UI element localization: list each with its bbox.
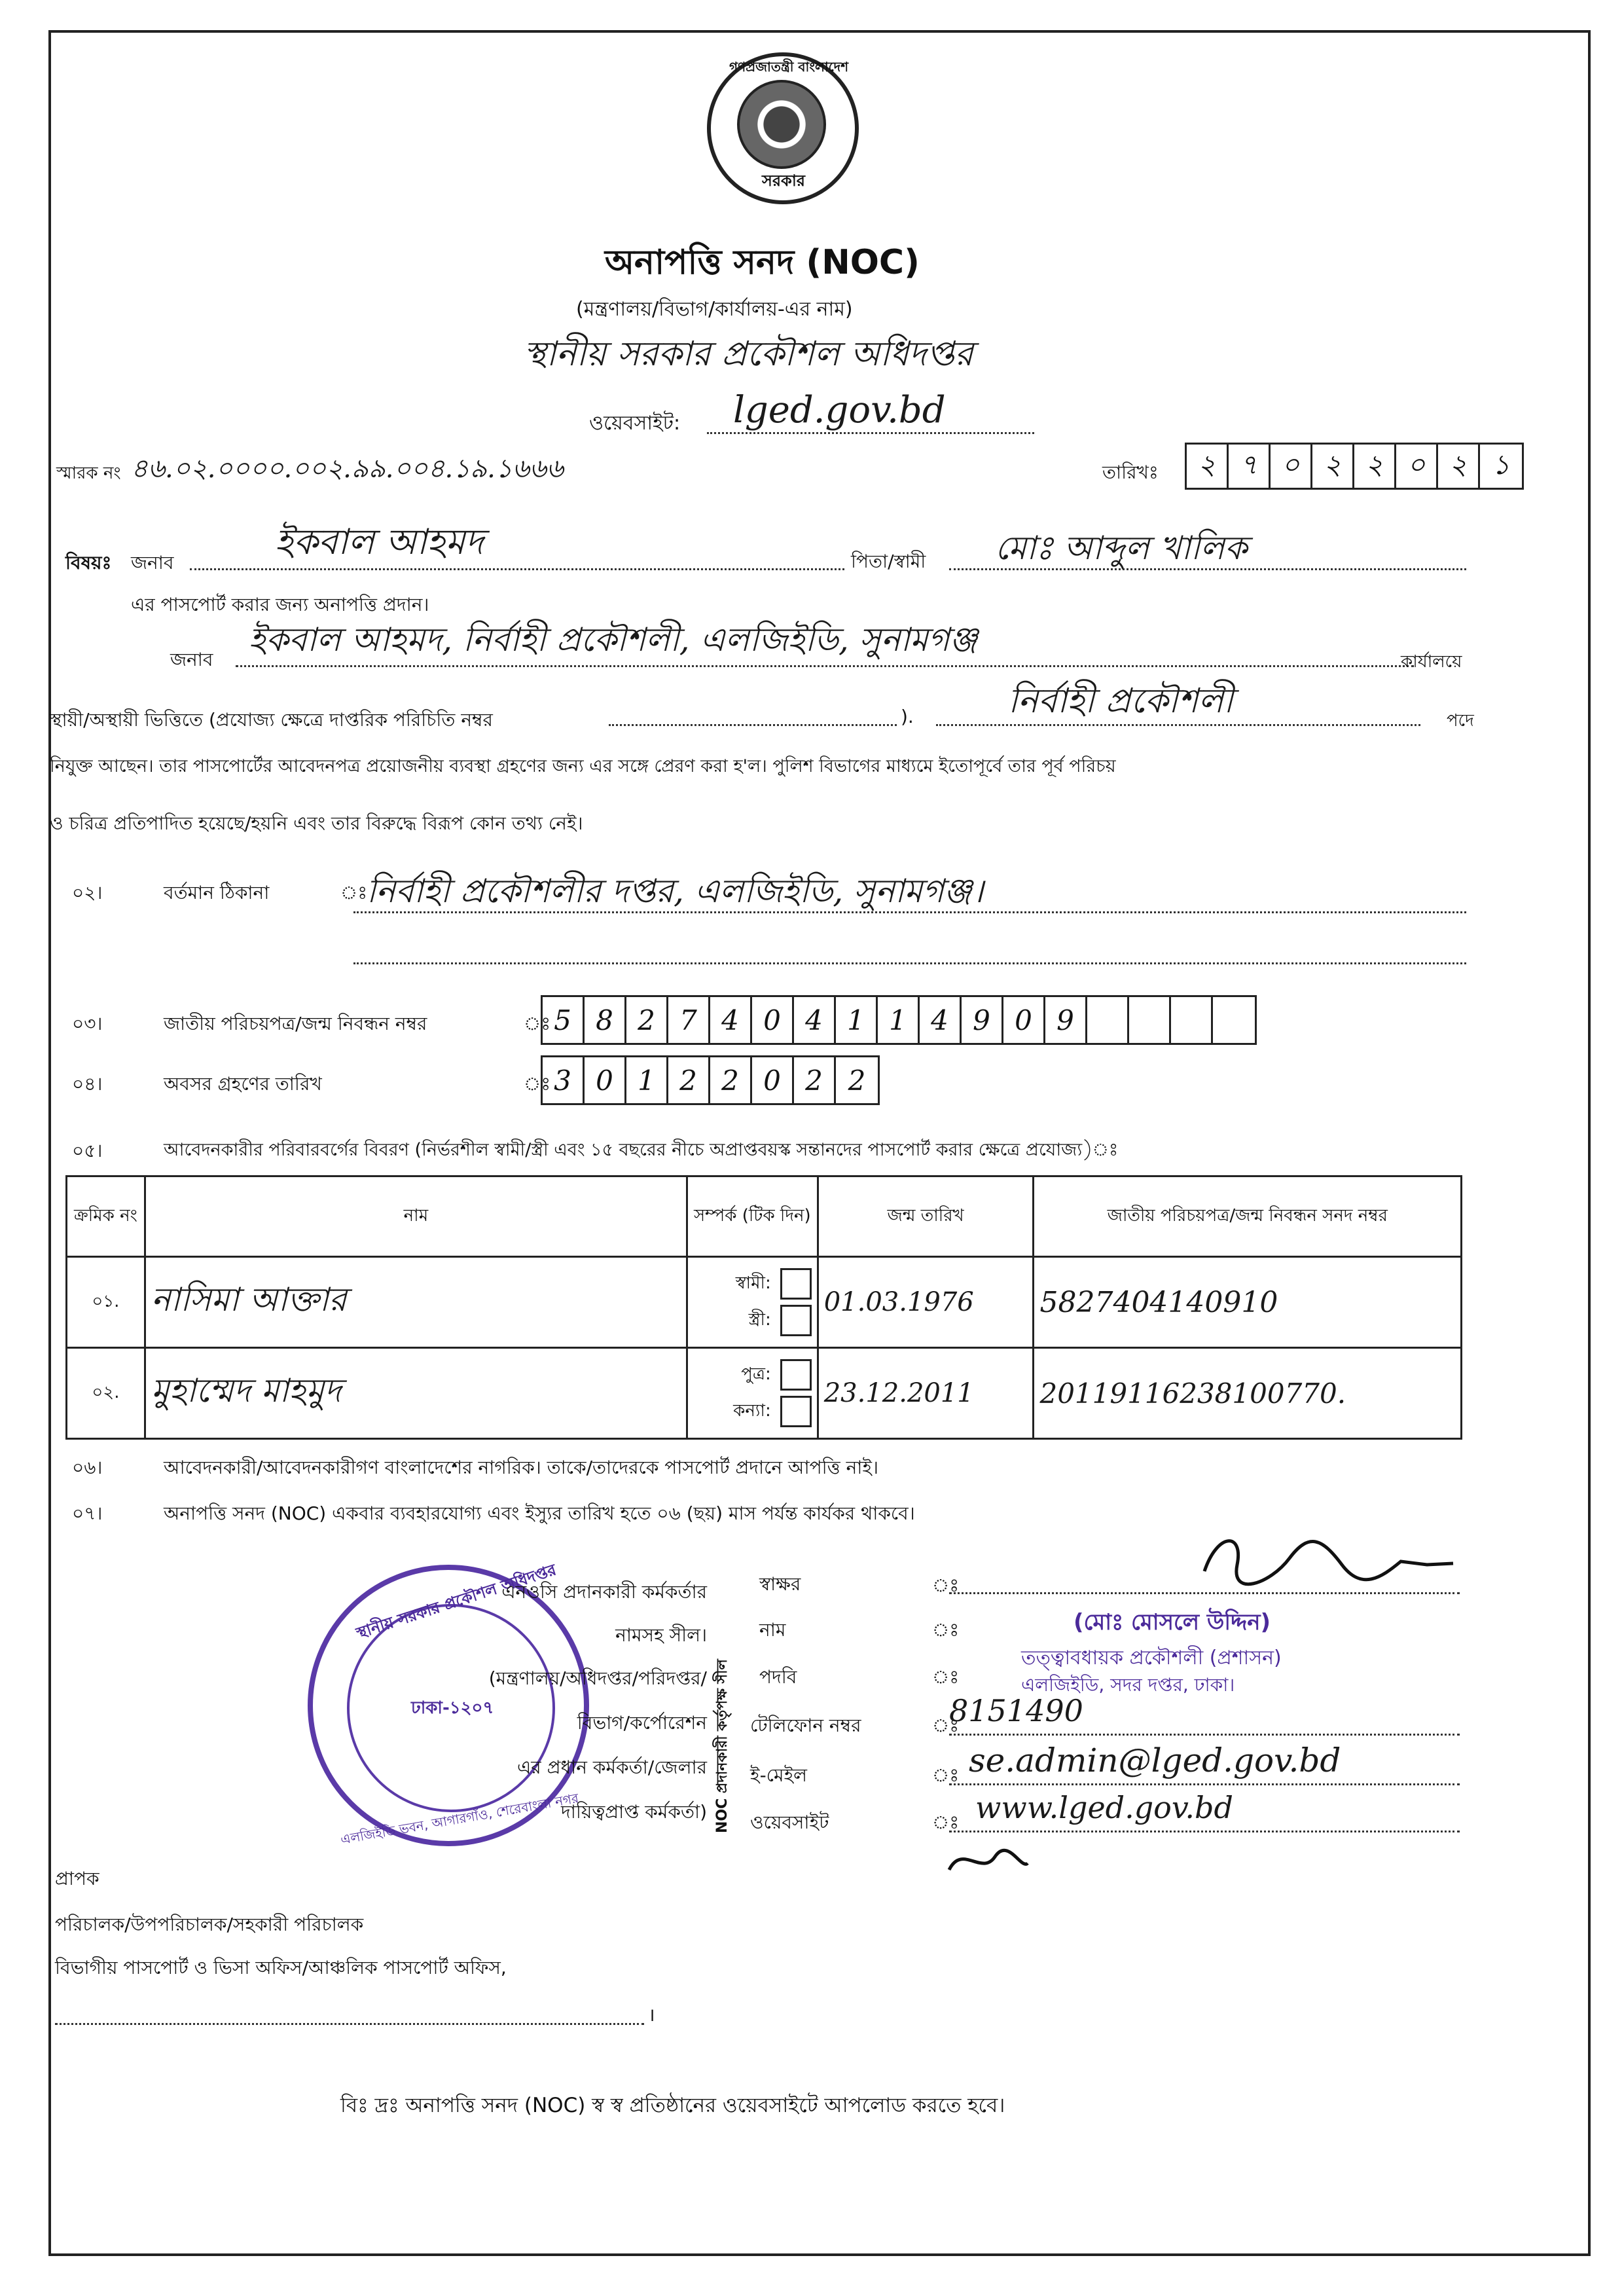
row-serial: ০১. xyxy=(67,1257,145,1348)
header-relation: সম্পর্ক (টিক দিন) xyxy=(687,1176,818,1257)
subject-line2: এর পাসপোর্ট করার জন্য অনাপত্তি প্রদান। xyxy=(131,594,429,615)
field-designation-label: পদবি xyxy=(759,1666,797,1688)
relation-label-husband: স্বামী: xyxy=(735,1273,771,1293)
issuer-line-6: দায়িত্বপ্রাপ্ত কর্মকর্তা) xyxy=(561,1801,707,1823)
row-name: নাসিমা আক্তার xyxy=(145,1257,687,1348)
office-suffix: কার্যালয়ে xyxy=(1401,652,1462,672)
applicant-name: ইকবাল আহমদ xyxy=(275,521,484,562)
officer-signature xyxy=(1191,1525,1466,1597)
item-02-number: ০২। xyxy=(72,882,103,903)
item-04-colon: ঃ xyxy=(524,1073,551,1095)
issuer-line-4: বিভাগ/কর্পোরেশন xyxy=(577,1712,707,1734)
emblem-top-text: গণপ্রজাতন্ত্রী বাংলাদেশ xyxy=(729,59,849,75)
memo-date-boxes: ২ ৭ ০ ২ ২ ০ ২ ১ xyxy=(1185,443,1524,490)
father-label: পিতা/স্বামী xyxy=(851,551,926,572)
item-02-colon: ঃ xyxy=(340,882,368,903)
item-05-number: ০৫। xyxy=(72,1140,103,1161)
officer-office-stamp: এলজিইডি, সদর দপ্তর, ঢাকা। xyxy=(1021,1674,1235,1696)
body-paragraph-2: ও চরিত্র প্রতিপাদিত হয়েছে/হয়নি এবং তার বিরুদ্ধে বিরূপ কোন তথ্য নেই। xyxy=(50,812,583,834)
item-04-label: অবসর গ্রহণের তারিখ xyxy=(164,1073,322,1095)
recipient-label: প্রাপক xyxy=(55,1868,99,1889)
table-row xyxy=(67,1348,1462,1439)
website-handwritten: www.lged.gov.bd xyxy=(975,1790,1233,1825)
row-id: 20119116238100770. xyxy=(1034,1348,1462,1439)
header-dob: জন্ম তারিখ xyxy=(818,1176,1034,1257)
row-dob: 01.03.1976 xyxy=(818,1257,1034,1348)
relation-checkbox-wife[interactable] xyxy=(780,1305,812,1336)
page-title: অনাপত্তি সনদ (NOC) xyxy=(605,243,920,282)
subject-janab: জনাব xyxy=(131,552,174,574)
header-name: নাম xyxy=(145,1176,687,1257)
issuer-line-1: এনওসি প্রদানকারী কর্মকর্তার xyxy=(501,1581,707,1603)
colon-phone: ঃ xyxy=(932,1715,960,1736)
relation-label-daughter: কন্যা: xyxy=(733,1401,771,1421)
item-05-label: আবেদনকারীর পরিবারবর্গের বিবরণ (নির্ভরশীল স্বামী/স্ত্রী এবং ১৫ বছরের নীচে অপ্রাপ্তবয়স্ক সন্তানদের পাসপোর্ট করার ক্ষেত্রে প্রযোজ্য)ঃ xyxy=(164,1140,1119,1160)
note-07-text: অনাপত্তি সনদ (NOC) একবার ব্যবহারযোগ্য এবং ইস্যুর তারিখ হতে ০৬ (ছয়) মাস পর্যন্ত কার্যকর থাকবে। xyxy=(164,1503,915,1524)
colon-name: ঃ xyxy=(932,1619,960,1641)
initials-signature xyxy=(943,1837,1034,1883)
present-address: নির্বাহী প্রকৌশলীর দপ্তর, এলজিইডি, সুনামগঞ্জ। xyxy=(367,872,984,910)
header-serial: ক্রমিক নং xyxy=(67,1176,145,1257)
issuer-line-3: (মন্ত্রণালয়/অধিদপ্তর/পরিদপ্তর/ xyxy=(488,1667,707,1689)
note-06-text: আবেদনকারী/আবেদনকারীগণ বাংলাদেশের নাগরিক। তাকে/তাদেরকে পাসপোর্ট প্রদানে আপত্তি নাই। xyxy=(164,1457,879,1478)
government-emblem xyxy=(707,52,859,204)
relation-checkbox-son[interactable] xyxy=(780,1359,812,1391)
memo-number: ৪৬.০২.০০০০.০০২.৯৯.০০৪.১৯.১৬৬৬ xyxy=(131,454,564,484)
relation-label-wife: স্ত্রী: xyxy=(748,1310,771,1330)
seal-inner: ঢাকা-১২০৭ xyxy=(411,1698,494,1718)
email-value: se.admin@lged.gov.bd xyxy=(969,1741,1341,1779)
item-03-number: ০৩। xyxy=(72,1013,103,1034)
post-suffix: পদে xyxy=(1447,711,1474,731)
date-label: তারিখঃ xyxy=(1102,462,1159,483)
field-website-label: ওয়েবসাইট xyxy=(750,1812,829,1833)
item-03-label: জাতীয় পরিচয়পত্র/জন্ম নিবন্ধন নম্বর xyxy=(164,1013,427,1034)
recipient-line-3-end: । xyxy=(648,2004,655,2026)
row-serial: ০২. xyxy=(67,1348,145,1439)
post-name: নির্বাহী প্রকৌশলী xyxy=(1008,682,1234,721)
item-04-number: ০৪। xyxy=(72,1073,103,1095)
officer-name-stamp: (মোঃ মোসলে উদ্দিন) xyxy=(1074,1609,1271,1635)
subject-label: বিষয়ঃ xyxy=(65,552,112,574)
website-value: lged.gov.bd xyxy=(733,389,946,431)
relation-cell xyxy=(687,1257,818,1348)
memo-label: স্মারক নং xyxy=(56,464,121,483)
field-email-label: ই-মেইল xyxy=(750,1764,808,1786)
relation-cell xyxy=(687,1348,818,1439)
noc-vertical-stamp: NOC প্রদানকারী কর্তৃপক্ষ সীল xyxy=(714,1659,731,1833)
seal-text: স্থানীয় সরকার প্রকৌশল অধিদপ্তর xyxy=(353,1560,559,1643)
issuer-line-5: এর প্রধান কর্মকর্তা/জেলার xyxy=(516,1757,707,1778)
permanent-temporary-text: স্থায়ী/অস্থায়ী ভিত্তিতে (প্রযোজ্য ক্ষেত্রে দাপ্তরিক পরিচিতি নম্বর xyxy=(50,709,493,731)
colon-website: ঃ xyxy=(932,1812,960,1833)
emblem-bottom-text: সরকার xyxy=(762,172,806,190)
permanent-close: ). xyxy=(901,706,914,727)
item-03-colon: ঃ xyxy=(524,1013,551,1034)
colon-email: ঃ xyxy=(932,1764,960,1786)
note-07-number: ০৭। xyxy=(72,1503,103,1524)
issuer-line-2: নামসহ সীল। xyxy=(615,1624,707,1646)
relation-label-son: পুত্র: xyxy=(741,1364,771,1384)
note-06-number: ০৬। xyxy=(72,1457,103,1478)
table-row xyxy=(67,1257,1462,1348)
colon-designation: ঃ xyxy=(932,1666,960,1688)
row-id: 5827404140910 xyxy=(1034,1257,1462,1348)
field-phone-label: টেলিফোন নম্বর xyxy=(750,1715,861,1736)
body-paragraph-1: নিযুক্ত আছেন। তার পাসপোর্টের আবেদনপত্র প্রয়োজনীয় ব্যবস্থা গ্রহণের জন্য এর সঙ্গে প্রেরণ করা হ'ল। পুলিশ বিভাগের মাধ্যমে ইতোপূর্বে তার পূর্ব পরিচয় xyxy=(50,756,1116,776)
ministry-name: স্থানীয় সরকার প্রকৌশল অধিদপ্তর xyxy=(524,335,973,374)
family-table xyxy=(65,1175,1462,1440)
family-table-header xyxy=(67,1176,1462,1257)
relation-checkbox-husband[interactable] xyxy=(780,1268,812,1300)
item-02-label: বর্তমান ঠিকানা xyxy=(164,882,270,903)
seal-bottom: এলজিইডি ভবন, আগারগাঁও, শেরেবাংলা নগর xyxy=(339,1790,580,1848)
ministry-caption: (মন্ত্রণালয়/বিভাগ/কার্যালয়-এর নাম) xyxy=(576,298,853,321)
father-name: মোঃ আব্দুল খালিক xyxy=(995,529,1248,567)
officer-designation-stamp: তত্ত্বাবধায়ক প্রকৌশলী (প্রশাসন) xyxy=(1021,1647,1282,1669)
row-dob: 23.12.2011 xyxy=(818,1348,1034,1439)
footer-note: বিঃ দ্রঃ অনাপত্তি সনদ (NOC) স্ব স্ব প্রতিষ্ঠানের ওয়েবসাইটে আপলোড করতে হবে। xyxy=(340,2094,1005,2117)
field-signature-label: স্বাক্ষর xyxy=(759,1573,801,1595)
row-name: মুহাম্মেদ মাহমুদ xyxy=(145,1348,687,1439)
field-name-label: নাম xyxy=(759,1619,786,1641)
recipient-line-1: পরিচালক/উপপরিচালক/সহকারী পরিচালক xyxy=(55,1914,364,1935)
body-janab: জনাব xyxy=(170,649,213,670)
header-id: জাতীয় পরিচয়পত্র/জন্ম নিবন্ধন সনদ নম্বর xyxy=(1034,1176,1462,1257)
recipient-line-2: বিভাগীয় পাসপোর্ট ও ভিসা অফিস/আঞ্চলিক পাসপোর্ট অফিস, xyxy=(55,1957,507,1978)
employee-description: ইকবাল আহমদ, নির্বাহী প্রকৌশলী, এলজিইডি, সুনামগঞ্জ xyxy=(249,621,978,659)
website-label: ওয়েবসাইট: xyxy=(589,412,681,435)
relation-checkbox-daughter[interactable] xyxy=(780,1396,812,1427)
retirement-date-boxes: 3 0 1 2 2 0 2 2 xyxy=(541,1055,880,1105)
phone-value: 8151490 xyxy=(949,1693,1083,1728)
nid-number-boxes: 5 8 2 7 4 0 4 1 1 4 9 0 9 xyxy=(541,995,1257,1045)
colon-signature: ঃ xyxy=(932,1575,960,1596)
